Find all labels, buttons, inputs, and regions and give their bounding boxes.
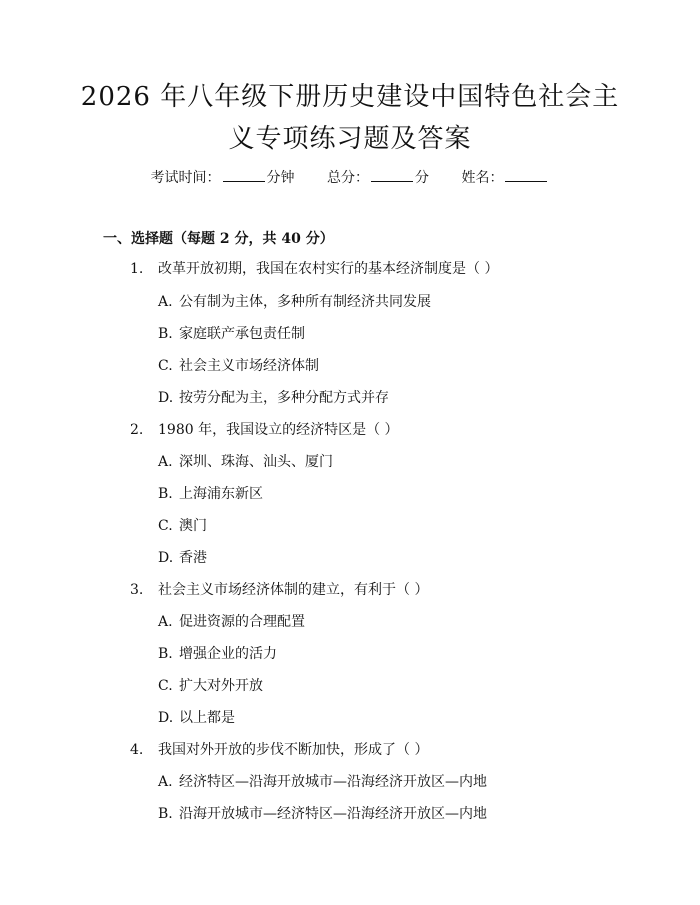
total-score-label: 总分： (327, 170, 369, 186)
document-title (60, 76, 640, 160)
question-text: 我国对外开放的步伐不断加快，形成了（ ） (158, 742, 429, 758)
student-name-blank (505, 168, 547, 182)
option-letter: C. (158, 358, 173, 374)
option-text: 香港 (179, 550, 207, 566)
total-score-unit: 分 (415, 170, 429, 186)
option-letter: A. (158, 774, 173, 790)
option-letter: A. (158, 294, 173, 310)
question-text: 社会主义市场经济体制的建立，有利于（ ） (158, 582, 429, 598)
option-text: 促进资源的合理配置 (179, 614, 305, 630)
option-letter: B. (158, 646, 173, 662)
question-text: 改革开放初期，我国在农村实行的基本经济制度是（ ） (158, 261, 499, 277)
student-name-label: 姓名： (461, 170, 504, 186)
option-4b (158, 804, 487, 824)
option-letter: A. (158, 614, 173, 630)
option-text: 按劳分配为主，多种分配方式并存 (179, 390, 389, 406)
question-number: 4. (130, 742, 144, 758)
option-text: 社会主义市场经济体制 (179, 358, 319, 374)
option-2b (158, 484, 263, 504)
question-number: 2. (130, 422, 144, 438)
total-score-blank (371, 168, 413, 182)
option-text: 澳门 (179, 518, 207, 534)
option-letter: B. (158, 806, 173, 822)
question-text: 1980 年，我国设立的经济特区是（ ） (158, 422, 399, 438)
question-2 (130, 420, 399, 440)
question-4 (130, 740, 428, 760)
question-3 (130, 580, 428, 600)
option-text: 上海浦东新区 (179, 486, 263, 502)
option-text: 家庭联产承包责任制 (179, 326, 305, 342)
option-3a (158, 612, 305, 632)
option-text: 以上都是 (179, 710, 235, 726)
option-1a (158, 292, 431, 312)
option-letter: B. (158, 326, 173, 342)
option-letter: C. (158, 678, 173, 694)
option-letter: D. (158, 710, 174, 726)
option-text: 扩大对外开放 (179, 678, 263, 694)
question-1 (130, 259, 498, 279)
option-2c (158, 516, 207, 536)
option-3b (158, 644, 277, 664)
option-letter: A. (158, 454, 173, 470)
option-2d (158, 548, 207, 568)
option-text: 深圳、珠海、汕头、厦门 (179, 454, 333, 470)
option-3c (158, 676, 263, 696)
option-text: 经济特区—沿海开放城市—沿海经济开放区—内地 (179, 774, 487, 790)
option-text: 增强企业的活力 (179, 646, 277, 662)
option-1d (158, 388, 389, 408)
option-letter: D. (158, 550, 174, 566)
student-name-field (461, 168, 549, 188)
title-line-2: 义专项练习题及答案 (228, 124, 472, 154)
title-line-1: 2026 年八年级下册历史建设中国特色社会主 (80, 82, 620, 112)
question-number: 3. (130, 582, 144, 598)
exam-time-blank (223, 168, 265, 182)
question-number: 1. (130, 261, 144, 277)
exam-time-field (151, 168, 295, 188)
exam-info-row (0, 168, 700, 188)
option-3d (158, 708, 235, 728)
option-2a (158, 452, 333, 472)
option-letter: D. (158, 390, 174, 406)
option-4a (158, 772, 487, 792)
option-1c (158, 356, 319, 376)
option-letter: C. (158, 518, 173, 534)
total-score-field (327, 168, 429, 188)
exam-time-label: 考试时间： (150, 170, 221, 186)
option-1b (158, 324, 305, 344)
option-letter: B. (158, 486, 173, 502)
option-text: 公有制为主体，多种所有制经济共同发展 (179, 294, 431, 310)
option-text: 沿海开放城市—经济特区—沿海经济开放区—内地 (179, 806, 487, 822)
section-heading: 一、选择题（每题 2 分，共 40 分） (103, 231, 334, 247)
exam-time-unit: 分钟 (266, 170, 295, 186)
